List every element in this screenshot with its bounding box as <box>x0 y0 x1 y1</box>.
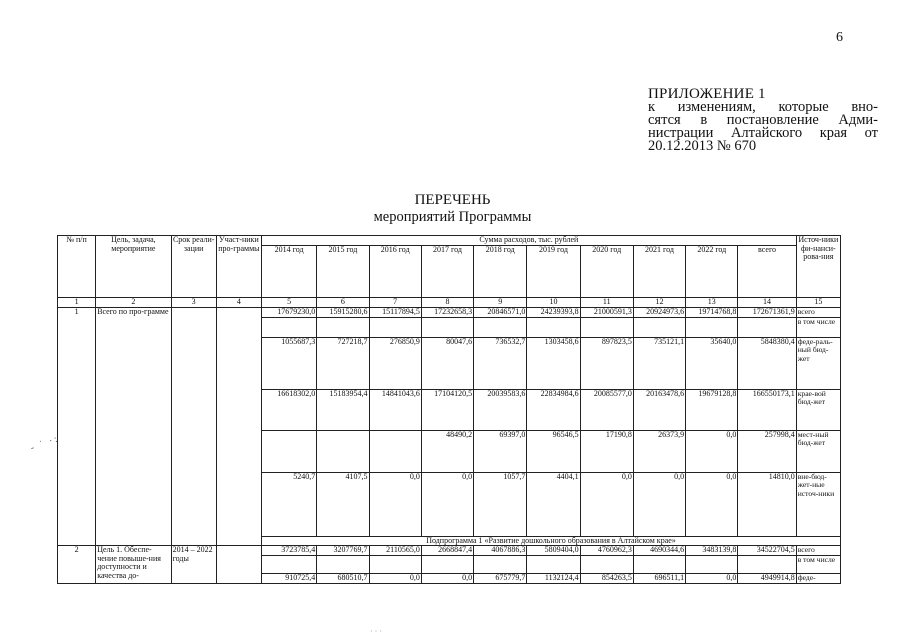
col-number: 7 <box>369 298 421 308</box>
col-number: 11 <box>580 298 633 308</box>
col-number: 8 <box>421 298 473 308</box>
cell-value: 2668847,4 <box>421 546 473 556</box>
source-label: феде-раль-ный бюд-жет <box>796 337 840 389</box>
header-sum: Сумма расходов, тыс. рублей <box>262 236 797 246</box>
source-label: в том числе <box>796 556 840 574</box>
source-label: вне-бюд-жет-ные источ-ники <box>796 472 840 536</box>
cell-value: 17104120,5 <box>421 389 473 430</box>
cell-value: 5848380,4 <box>738 337 796 389</box>
column-numbers-row <box>58 298 841 308</box>
cell-value <box>262 430 317 472</box>
year-header: 2015 год <box>317 246 369 298</box>
source-label: мест-ный бюд-жет <box>796 430 840 472</box>
table-row <box>58 546 841 556</box>
cell-value: 20163478,6 <box>633 389 685 430</box>
page-number: 6 <box>836 30 843 45</box>
cell-value: 0,0 <box>686 430 738 472</box>
cell-value: 14810,0 <box>738 472 796 536</box>
source-label: в том числе <box>796 317 840 337</box>
row-participants <box>216 546 261 584</box>
cell-value: 735121,1 <box>633 337 685 389</box>
year-header: 2021 год <box>633 246 685 298</box>
cell-value: 4690344,6 <box>633 546 685 556</box>
col-number: 2 <box>96 298 171 308</box>
col-number: 15 <box>796 298 840 308</box>
cell-value: 696511,1 <box>633 574 685 584</box>
header-row <box>58 236 841 246</box>
year-header: 2016 год <box>369 246 421 298</box>
cell-value: 3207769,7 <box>317 546 369 556</box>
cell-value: 15117894,5 <box>369 307 421 317</box>
appendix-heading: ПРИЛОЖЕНИЕ 1 <box>648 86 766 102</box>
cell-value: 0,0 <box>686 472 738 536</box>
cell-value: 1303458,6 <box>527 337 580 389</box>
cell-value: 3723785,4 <box>262 546 317 556</box>
cell-value: 20846571,0 <box>474 307 527 317</box>
cell-value: 19714768,8 <box>686 307 738 317</box>
cell-value: 69397,0 <box>474 430 527 472</box>
appendix-line: к изменениям, которые вно- <box>648 99 878 115</box>
col-number: 3 <box>171 298 216 308</box>
cell-value: 0,0 <box>369 574 421 584</box>
cell-value: 17679230,0 <box>262 307 317 317</box>
cell-value: 910725,4 <box>262 574 317 584</box>
row-num: 1 <box>58 307 96 546</box>
cell-value: 736532,7 <box>474 337 527 389</box>
source-label: всего <box>796 307 840 317</box>
col-number: 14 <box>738 298 796 308</box>
cell-value: 48490,2 <box>421 430 473 472</box>
cell-value: 0,0 <box>633 472 685 536</box>
row-participants <box>216 307 261 546</box>
col-number: 4 <box>216 298 261 308</box>
col-number: 6 <box>317 298 369 308</box>
cell-value: 675779,7 <box>474 574 527 584</box>
year-header: 2014 год <box>262 246 317 298</box>
col-number: 1 <box>58 298 96 308</box>
cell-value: 4949914,8 <box>738 574 796 584</box>
year-header: 2018 год <box>474 246 527 298</box>
year-header: 2017 год <box>421 246 473 298</box>
row-term: 2014 – 2022 годы <box>171 546 216 584</box>
row-name: Всего по про-грамме <box>96 307 171 546</box>
cell-value: 34522704,5 <box>738 546 796 556</box>
cell-value: 16618302,0 <box>262 389 317 430</box>
cell-value: 1055687,3 <box>262 337 317 389</box>
source-label: всего <box>796 546 840 556</box>
scan-marks: - ˙ ·: <box>29 433 61 454</box>
cell-value: 5809404,0 <box>527 546 580 556</box>
scan-dots: · · · <box>370 627 382 636</box>
year-header: 2020 год <box>580 246 633 298</box>
cell-value: 0,0 <box>421 574 473 584</box>
cell-value: 1132124,4 <box>527 574 580 584</box>
cell-value: 4067886,3 <box>474 546 527 556</box>
cell-value: 276850,9 <box>369 337 421 389</box>
cell-value: 257998,4 <box>738 430 796 472</box>
cell-value: 854263,5 <box>580 574 633 584</box>
cell-value: 727218,7 <box>317 337 369 389</box>
cell-value: 680510,7 <box>317 574 369 584</box>
cell-value: 0,0 <box>421 472 473 536</box>
cell-value: 35640,0 <box>686 337 738 389</box>
measures-table <box>57 235 841 584</box>
row-name: Цель 1. Обеспе-чение повыше-ния доступности и качества до- <box>96 546 171 584</box>
year-header: всего <box>738 246 796 298</box>
cell-value: 19679128,8 <box>686 389 738 430</box>
col-number: 9 <box>474 298 527 308</box>
header-term: Срок реали-зации <box>171 236 216 298</box>
cell-value: 26373,9 <box>633 430 685 472</box>
year-header: 2019 год <box>527 246 580 298</box>
cell-value: 22834984,6 <box>527 389 580 430</box>
appendix-line: нистрации Алтайского края от <box>648 125 878 141</box>
cell-value: 20924973,6 <box>633 307 685 317</box>
col-number: 10 <box>527 298 580 308</box>
document-title: ПЕРЕЧЕНЬ <box>414 192 491 208</box>
cell-value: 24239393,8 <box>527 307 580 317</box>
cell-value: 0,0 <box>686 574 738 584</box>
cell-value: 20039583,6 <box>474 389 527 430</box>
document-subtitle: мероприятий Программы <box>373 209 532 225</box>
appendix-line: сятся в постановление Адми- <box>648 112 878 128</box>
cell-value: 1057,7 <box>474 472 527 536</box>
cell-value: 0,0 <box>580 472 633 536</box>
header-sources: Источ-ники фи-нанси-рова-ния <box>796 236 840 298</box>
source-label: феде- <box>796 574 840 584</box>
cell-value: 166550173,1 <box>738 389 796 430</box>
appendix-block <box>648 88 878 153</box>
subprogram-title: Подпрограмма 1 «Развитие дошкольного образования в Алтайском крае» <box>262 536 841 546</box>
cell-value: 15183954,4 <box>317 389 369 430</box>
cell-value: 17190,8 <box>580 430 633 472</box>
cell-value: 0,0 <box>369 472 421 536</box>
header-goal: Цель, задача, мероприятие <box>96 236 171 298</box>
cell-value: 15915280,6 <box>317 307 369 317</box>
year-header: 2022 год <box>686 246 738 298</box>
source-label: крае-вой бюд-жет <box>796 389 840 430</box>
header-num: № п/п <box>58 236 96 298</box>
cell-value: 897823,5 <box>580 337 633 389</box>
col-number: 5 <box>262 298 317 308</box>
cell-value: 21000591,3 <box>580 307 633 317</box>
cell-value: 96546,5 <box>527 430 580 472</box>
cell-value: 80047,6 <box>421 337 473 389</box>
cell-value: 4404,1 <box>527 472 580 536</box>
appendix-line: 20.12.2013 № 670 <box>648 138 757 154</box>
cell-value: 2110565,0 <box>369 546 421 556</box>
cell-value <box>317 430 369 472</box>
cell-value: 4107,5 <box>317 472 369 536</box>
cell-value: 172671361,9 <box>738 307 796 317</box>
col-number: 13 <box>686 298 738 308</box>
cell-value: 14841043,6 <box>369 389 421 430</box>
cell-value: 20085577,0 <box>580 389 633 430</box>
table-row <box>58 307 841 317</box>
cell-value: 4760962,3 <box>580 546 633 556</box>
header-participants: Участ-ники про-граммы <box>216 236 261 298</box>
cell-value: 5240,7 <box>262 472 317 536</box>
row-num: 2 <box>58 546 96 584</box>
cell-value: 3483139,8 <box>686 546 738 556</box>
cell-value <box>369 430 421 472</box>
col-number: 12 <box>633 298 685 308</box>
row-term <box>171 307 216 546</box>
cell-value: 17232658,3 <box>421 307 473 317</box>
